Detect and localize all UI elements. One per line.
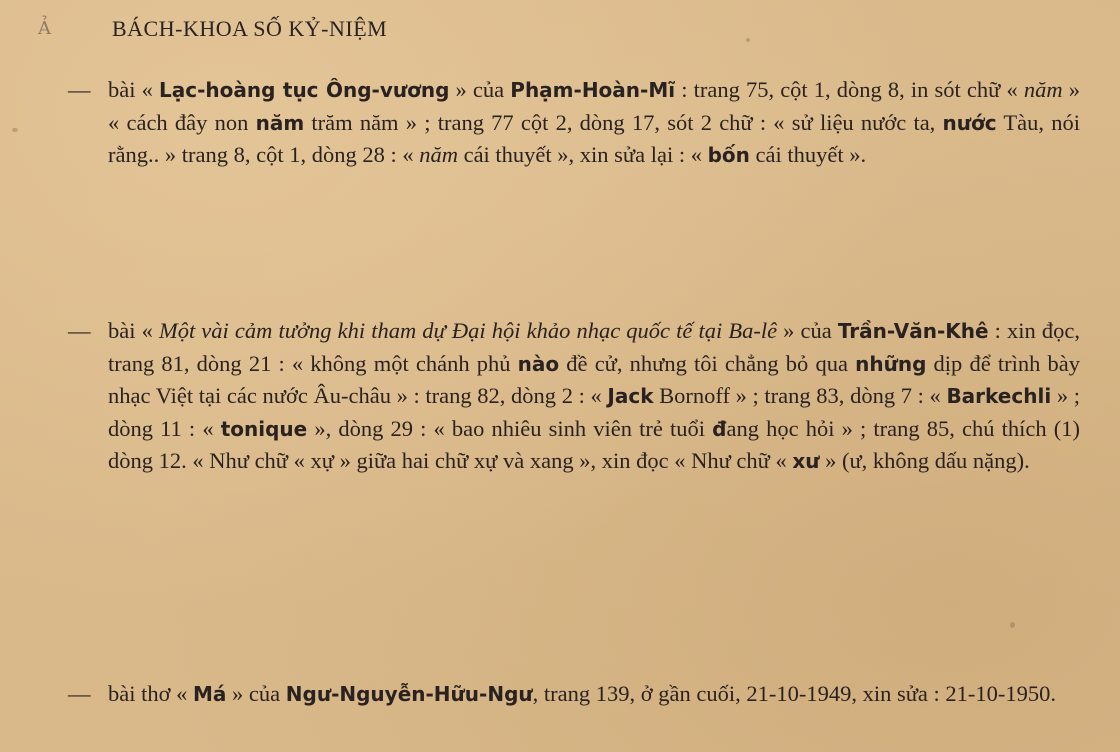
bold-run: bốn [707,143,750,167]
entry-dash: — [68,318,91,343]
bold-run: Barkechli [946,384,1052,408]
bold-run: đ [712,416,727,441]
bold-run: Ngư-Nguyễn-Hữu-Ngư [285,682,533,706]
text-run: : trang 75, cột 1, dòng 8, in sót chữ « [675,77,1024,102]
errata-entry [68,74,1080,172]
text-run: cái thuyết », xin sửa lại : « [457,142,708,167]
bold-run: tonique [220,416,308,441]
bold-run: nào [517,351,560,376]
paper-speck [12,128,18,132]
text-run: ang học hỏi » ; trang 85, chú thích (1) dòng 12. « Như chữ « xự » giữa hai chữ xự và xang », xin đọc « Như chữ « [108,415,1080,473]
text-run: » « cách đây non [108,77,1080,135]
italic-run: năm [419,142,458,167]
text-run: », dòng 29 : « bao nhiêu sinh viên trẻ tuổi [307,415,713,441]
text-run: : xin đọc, trang 81, dòng 21 : « không một chánh phủ [108,318,1080,376]
text-run: cái thuyết ». [749,142,867,167]
paper-speck [746,38,750,42]
bold-run: Má [193,682,227,706]
text-run: » của [226,681,286,706]
text-run: đề cử, nhưng tôi chẳng bỏ qua [559,350,856,376]
text-run: bài thơ « [108,681,194,706]
bold-run: Phạm-Hoàn-Mĩ [510,78,676,102]
text-run: , trang 139, ở gần cuối, 21-10-1949, xin sửa : 21-10-1950. [532,681,1057,706]
bold-run: Jack [607,384,654,408]
text-run: trăm năm » ; trang 77 cột 2, dòng 17, sót 2 chữ : « sử liệu nước ta, [304,109,943,135]
bold-run: xư [792,449,820,473]
entry-dash: — [68,77,91,102]
bold-run: Lạc-hoàng tục Ông-vương [159,78,450,102]
bold-run: Trần-Văn-Khê [837,319,989,343]
bold-run: năm [255,110,305,135]
text-run: » ; dòng 11 : « [108,383,1080,441]
text-run: dịp để trình bày nhạc Việt tại các nước Âu-châu » : trang 82, dòng 2 : « [108,350,1080,408]
italic-run: Một vài cảm tưởng khi tham dự Đại hội khảo nhạc quốc tế tại Ba-lê [158,318,778,343]
corner-mark: Ả [38,18,51,39]
bold-run: nước [942,110,997,135]
text-run: » của [449,77,511,102]
paper-speck [1010,622,1015,628]
text-run: Tàu, nói rằng.. » trang 8, cột 1, dòng 28 : « [108,109,1080,167]
italic-run: năm [1023,77,1063,102]
text-run: » của [777,318,838,343]
text-run: bài « [108,77,159,102]
text-run: » (ư, không dấu nặng). [819,448,1030,473]
bold-run: những [855,351,927,376]
errata-entry [68,678,1080,711]
entry-dash: — [68,681,91,706]
errata-entry [68,315,1080,478]
text-run: bài « [108,318,159,343]
text-run: Bornoff » ; trang 83, dòng 7 : « [653,383,947,408]
running-head: BÁCH-KHOA SỐ KỶ-NIỆM [112,16,388,41]
